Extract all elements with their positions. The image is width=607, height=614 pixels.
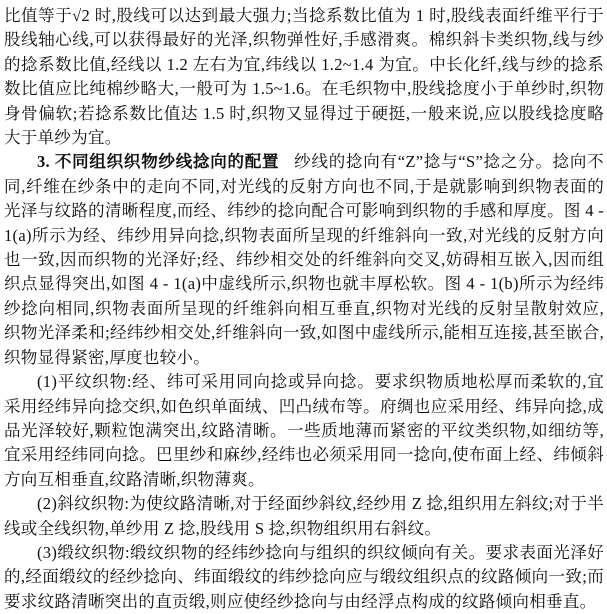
- paragraph-text: 纱线的捻向有“Z”捻与“S”捻之分。捻向不同,纤维在纱条中的走向不同,对光线的反射方向也不同,于是就影响到织物表面的光泽与纹路的清晰程度,而经、纬纱的捻向配合可影响到织物的手感和厚度。图 4 - 1(a)所示为经、纬纱用异向捻,织物表面所呈现的纤维斜向一致,对光线的反射方向也一致,因而织物的光泽好;经、纬纱相交处的纤维斜向交叉,妨碍相互嵌入,因而组织点显得突出,如图 4 - 1(a)中虚线所示,织物也就丰厚松软。图 4 - 1(b)所示为经纬纱捻向相同,织物表面所呈现的纤维斜向相互垂直,织物对光线的反射呈散射效应,织物光泽柔和;经纬纱相交处,纤维斜向一致,如图中虚线所示,能相互连接,甚至嵌合,织物显得紧密,厚度也较小。: [4, 152, 604, 367]
- paragraph-twist-ratio: 比值等于√2 时,股线可以达到最大强力;当捻系数比值为 1 时,股线表面纤维平行于股线轴心线,可以获得最好的光泽,织物弹性好,手感滑爽。棉织斜卡类织物,线与纱的捻系数比值,经线以 1.2 左右为宜,纬线以 1.2~1.4 为宜。中长化纤,线与纱的捻系数比值应比纯棉纱略大,一般可为 1.5~1.6。在毛织物中,股线捻度小于单纱时,织物身骨偏软;若捻系数比值达 1.5 时,织物又显得过于硬挺,一般来说,应以股线捻度略大于单纱为宜。: [4, 6, 604, 148]
- section-heading: 3. 不同组织织物纱线捻向的配置: [37, 152, 280, 172]
- paragraph-plain-weave: (1)平纹织物:经、纬可采用同向捻或异向捻。要求织物质地松厚而柔软的,宜采用经纬异向捻交织,如色织单面绒、凹凸绒布等。府绸也应采用经、纬异向捻,成品光泽较好,颗粒饱满突出,纹路清晰。一些质地薄而紧密的平纹类织物,如细纺等,宜采用经纬同向捻。巴里纱和麻纱,经纬也必须采用同一捻向,使布面上经、纬倾斜方向互相垂直,纹路清晰,织物薄爽。: [4, 372, 604, 489]
- paragraph-satin-weave: (3)缎纹织物:缎纹织物的经纬纱捻向与组织的织纹倾向有关。要求表面光泽好的,经面缎纹的经纱捻向、纬面缎纹的纬纱捻向应与缎纹组织点的纹路倾向一致;而要求纹路清晰突出的直贡缎,则应使经纱捻向与由经浮点构成的纹路倾向相垂直。: [4, 542, 604, 611]
- paragraph-twist-direction: [4, 150, 604, 370]
- paragraph-twill-weave: (2)斜纹织物:为使纹路清晰,对于经面纱斜纹,经纱用 Z 捻,组织用左斜纹;对于半线或全线织物,单纱用 Z 捻,股线用 S 捻,织物组织用右斜纹。: [4, 494, 604, 538]
